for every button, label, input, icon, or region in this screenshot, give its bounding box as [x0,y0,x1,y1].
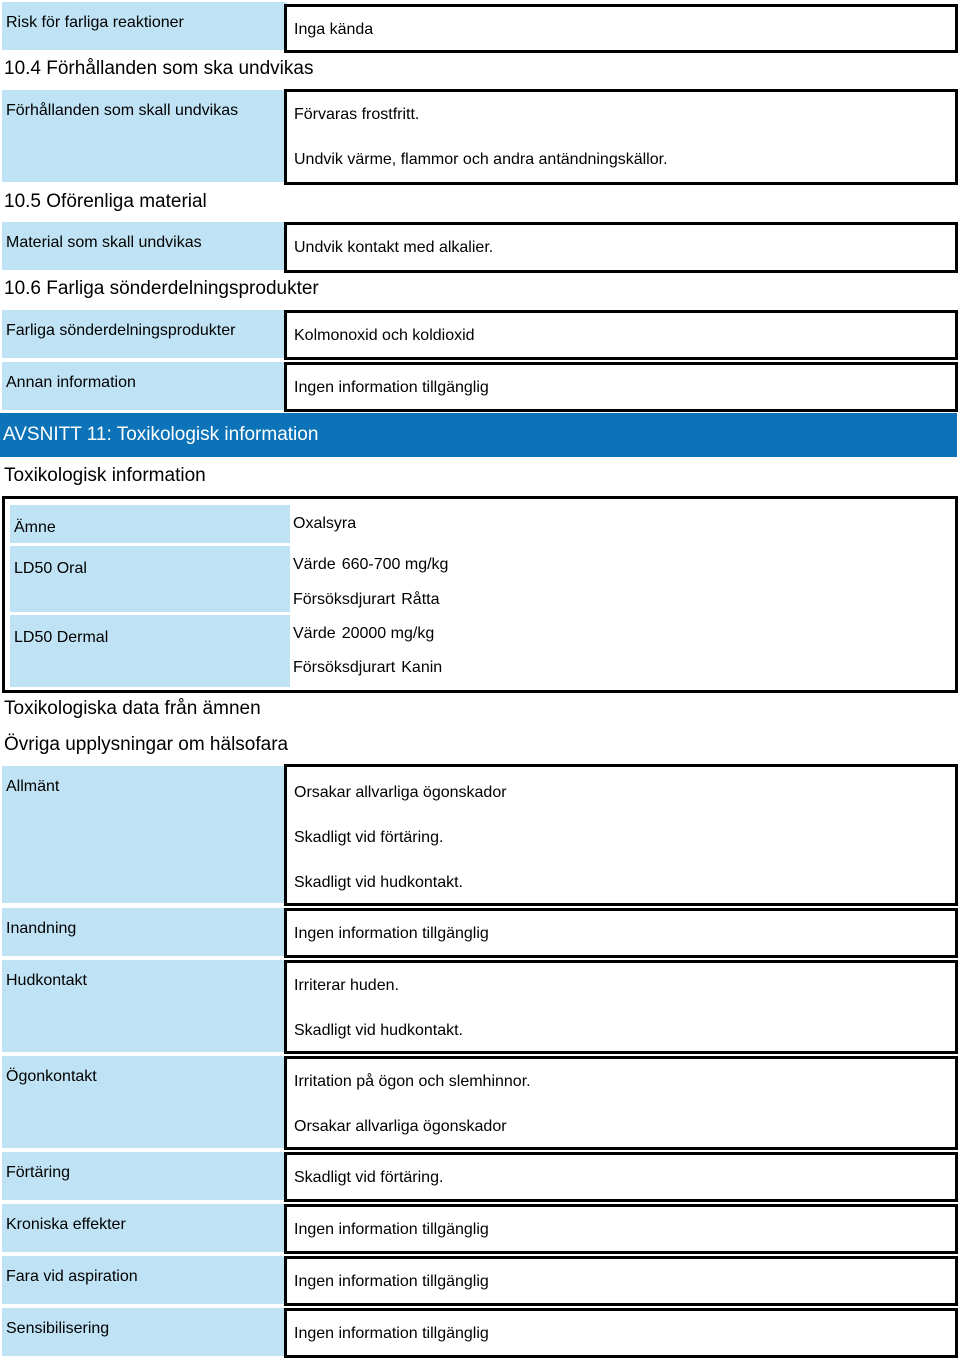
risk-reactions-label: Risk för farliga reaktioner [2,2,287,50]
ld50-oral-species: Råtta [401,591,440,608]
section-10-6-heading: 10.6 Farliga sönderdelningsprodukter [4,278,319,299]
risk-reactions-text: Inga kända [294,21,374,38]
hudkontakt-line-1: Irriterar huden. [294,977,399,994]
conditions-avoid-label: Förhållanden som skall undvikas [2,90,287,182]
ld50-dermal-species: Kanin [401,659,443,676]
aspiration-label: Fara vid aspiration [2,1256,287,1304]
ld50-dermal-value-row [293,625,434,643]
ogonkontakt-line-2: Orsakar allvarliga ögonskador [294,1118,507,1135]
fortaring-value [284,1152,958,1202]
ld50-dermal-label: LD50 Dermal [10,615,290,687]
allmant-line-1: Orsakar allvarliga ögonskador [294,784,507,801]
conditions-avoid-line-1: Förvaras frostfritt. [294,106,420,123]
inandning-label: Inandning [2,908,287,956]
fortaring-text: Skadligt vid förtäring. [294,1169,444,1186]
substance-label: Ämne [10,505,290,543]
tox-info-heading: Toxikologisk information [4,465,206,486]
tox-data-box [2,496,958,693]
other-info-label: Annan information [2,362,287,410]
hudkontakt-label: Hudkontakt [2,960,287,1052]
risk-reactions-value [284,4,958,53]
aspiration-value [284,1256,958,1306]
sensibilisering-text: Ingen information tillgänglig [294,1325,489,1342]
ogonkontakt-line-1: Irritation på ögon och slemhinnor. [294,1073,531,1090]
allmant-line-3: Skadligt vid hudkontakt. [294,874,463,891]
hudkontakt-value [284,960,958,1054]
tox-data-heading: Toxikologiska data från ämnen [4,698,261,719]
allmant-label: Allmänt [2,766,287,903]
ogonkontakt-value [284,1056,958,1150]
materials-avoid-label: Material som skall undvikas [2,222,287,270]
kroniska-label: Kroniska effekter [2,1204,287,1252]
ld50-dermal-value-key: Värde [293,625,336,642]
ld50-dermal-species-row [293,659,442,677]
allmant-value [284,764,958,906]
section-10-5-heading: 10.5 Oförenliga material [4,191,207,212]
ld50-oral-value-key: Värde [293,556,336,573]
kroniska-text: Ingen information tillgänglig [294,1221,489,1238]
ld50-oral-value: 660-700 mg/kg [341,556,449,573]
health-heading: Övriga upplysningar om hälsofara [4,734,289,755]
ld50-dermal-value: 20000 mg/kg [341,625,435,642]
other-info-text: Ingen information tillgänglig [294,379,489,396]
decomposition-label: Farliga sönderdelningsprodukter [2,310,287,358]
materials-avoid-value [284,222,958,273]
conditions-avoid-line-2: Undvik värme, flammor och andra antändningskällor. [294,151,668,168]
section-11-banner: AVSNITT 11: Toxikologisk information [0,413,957,457]
ld50-oral-species-row [293,591,440,609]
ld50-oral-label: LD50 Oral [10,546,290,612]
fortaring-label: Förtäring [2,1152,287,1200]
sensibilisering-value [284,1308,958,1358]
decomposition-value [284,310,958,360]
substance-value: Oxalsyra [293,515,357,532]
conditions-avoid-value [284,89,958,185]
inandning-text: Ingen information tillgänglig [294,925,489,942]
other-info-value [284,362,958,412]
ogonkontakt-label: Ögonkontakt [2,1056,287,1148]
materials-avoid-text: Undvik kontakt med alkalier. [294,239,494,256]
sensibilisering-label: Sensibilisering [2,1308,287,1356]
kroniska-value [284,1204,958,1254]
section-10-4-heading: 10.4 Förhållanden som ska undvikas [4,58,314,79]
hudkontakt-line-2: Skadligt vid hudkontakt. [294,1022,463,1039]
ld50-oral-value-row [293,556,448,574]
allmant-line-2: Skadligt vid förtäring. [294,829,444,846]
decomposition-text: Kolmonoxid och koldioxid [294,327,475,344]
ld50-dermal-species-key: Försöksdjurart [293,659,396,676]
ld50-oral-species-key: Försöksdjurart [293,591,396,608]
inandning-value [284,908,958,958]
aspiration-text: Ingen information tillgänglig [294,1273,489,1290]
